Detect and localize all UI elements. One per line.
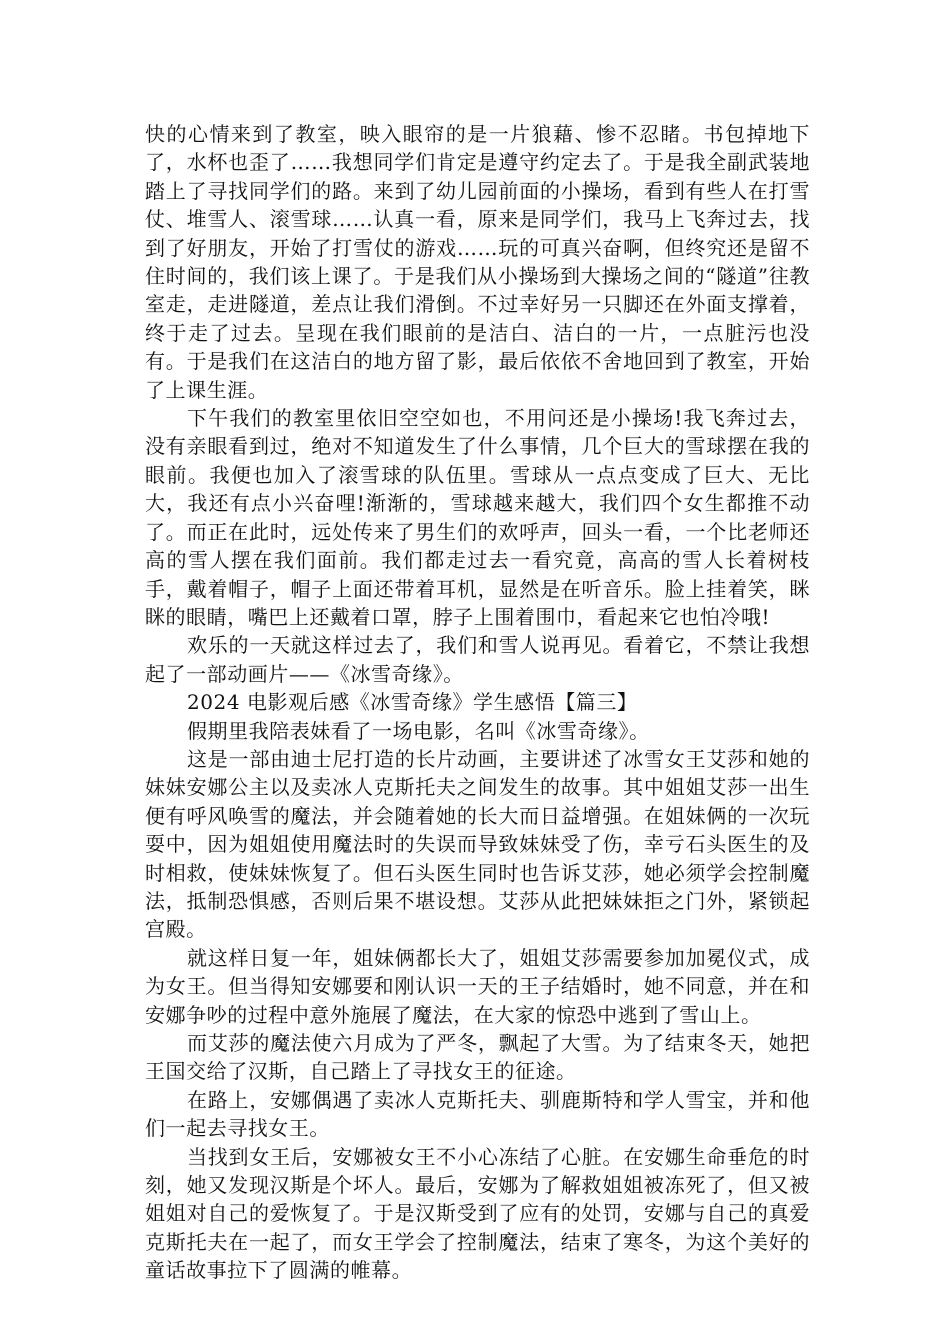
- paragraph-4: 假期里我陪表妹看了一场电影，名叫《冰雪奇缘》。: [187, 718, 650, 743]
- paragraph-3: 欢乐的一天就这样过去了，我们和雪人说再见。看着它，不禁让我想起了一部动画片——《冰雪奇缘》。: [145, 633, 810, 686]
- paragraph-2: 下午我们的教室里依旧空空如也，不用问还是小操场!我飞奔过去，没有亲眼看到过，绝对不知道发生了什么事情，几个巨大的雪球摆在我的眼前。我便也加入了滚雪球的队伍里。雪球从一点点变成了巨大、无比大，我还有点小兴奋哩!渐渐的，雪球越来越大，我们四个女生都推不动了。而正在此时，远处传来了男生们的欢呼声，回头一看，一个比老师还高的雪人摆在我们面前。我们都走过去一看究竟，高高的雪人长着树枝手，戴着帽子，帽子上面还带着耳机，显然是在听音乐。脸上挂着笑，眯眯的眼睛，嘴巴上还戴着口罩，脖子上围着围巾，看起来它也怕冷哦!: [145, 406, 810, 629]
- paragraph-6: 就这样日复一年，姐妹俩都长大了，姐姐艾莎需要参加加冕仪式，成为女王。但当得知安娜要和刚认识一天的王子结婚时，她不同意，并在和安娜争吵的过程中意外施展了魔法，在大家的惊恐中逃到了雪山上。: [145, 945, 810, 1027]
- paragraph-8: 在路上，安娜偶遇了卖冰人克斯托夫、驯鹿斯特和学人雪宝，并和他们一起去寻找女王。: [145, 1087, 810, 1141]
- paragraph-1: 快的心情来到了教室，映入眼帘的是一片狼藉、惨不忍睹。书包掉地下了，水杯也歪了……我想同学们肯定是遵守约定去了。于是我全副武装地踏上了寻找同学们的路。来到了幼儿园前面的小操场，看到有些人在打雪仗、堆雪人、滚雪球……认真一看，原来是同学们，我马上飞奔过去，找到了好朋友，开始了打雪仗的游戏……玩的可真兴奋啊，但终究还是留不住时间的，我们该上课了。于是我们从小操场到大操场之间的“隧道”往教室走，走进隧道，差点让我们滑倒。不过幸好另一只脚还在外面支撑着，终于走了过去。呈现在我们眼前的是洁白、洁白的一片，一点脏污也没有。于是我们在这洁白的地方留了影，最后依依不舍地回到了教室，开始了上课生涯。: [145, 122, 810, 402]
- document-page: [145, 120, 810, 1285]
- paragraph-7: 而艾莎的魔法使六月成为了严冬，飘起了大雪。为了结束冬天，她把王国交给了汉斯，自己踏上了寻找女王的征途。: [145, 1031, 810, 1084]
- paragraph-5: 这是一部由迪士尼打造的长片动画，主要讲述了冰雪女王艾莎和她的妹妹安娜公主以及卖冰人克斯托夫之间发生的故事。其中姐姐艾莎一出生便有呼风唤雪的魔法，并会随着她的长大而日益增强。在姐妹俩的一次玩耍中，因为姐姐使用魔法时的失误而导致妹妹受了伤，幸亏石头医生的及时相救，使妹妹恢复了。但石头医生同时也告诉艾莎，她必须学会控制魔法，抵制恐惧感，否则后果不堪设想。艾莎从此把妹妹拒之门外，紧锁起宫殿。: [145, 746, 810, 942]
- section-heading: 2024 电影观后感《冰雪奇缘》学生感悟【篇三】: [187, 690, 638, 715]
- paragraph-9: 当找到女王后，安娜被女王不小心冻结了心脏。在安娜生命垂危的时刻，她又发现汉斯是个坏人。最后，安娜为了解救姐姐被冻死了，但又被姐姐对自己的爱恢复了。于是汉斯受到了应有的处罚，安娜与自己的真爱克斯托夫在一起了，而女王学会了控制魔法，结束了寒冬，为这个美好的童话故事拉下了圆满的帷幕。: [145, 1144, 810, 1283]
